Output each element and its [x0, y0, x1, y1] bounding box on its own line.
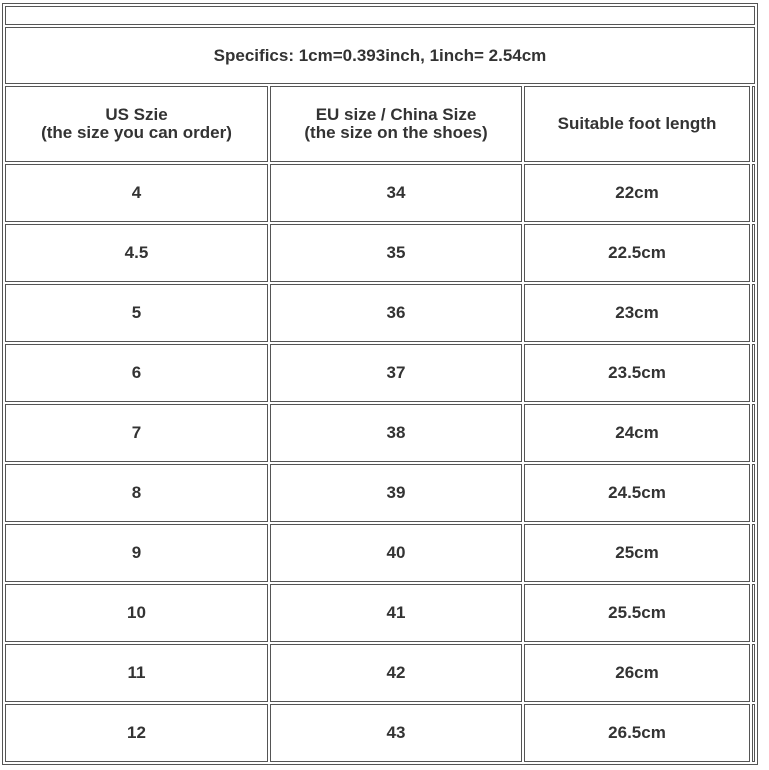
table-row	[5, 164, 755, 222]
eu-size-cell: 35	[270, 224, 522, 282]
us-size-cell: 10	[5, 584, 268, 642]
header-us-size	[5, 86, 268, 162]
us-size-cell: 4.5	[5, 224, 268, 282]
eu-size-cell: 43	[270, 704, 522, 762]
foot-length-cell: 26.5cm	[524, 704, 750, 762]
filler-cell	[752, 704, 755, 762]
table-row	[5, 344, 755, 402]
table-row	[5, 404, 755, 462]
foot-length-cell: 23cm	[524, 284, 750, 342]
specifics-row	[5, 27, 755, 84]
filler-cell	[752, 524, 755, 582]
table-row	[5, 284, 755, 342]
table-row	[5, 644, 755, 702]
foot-length-cell: 25.5cm	[524, 584, 750, 642]
eu-size-cell: 34	[270, 164, 522, 222]
specifics-note: Specifics: 1cm=0.393inch, 1inch= 2.54cm	[5, 27, 755, 84]
filler-cell	[752, 164, 755, 222]
us-size-cell: 6	[5, 344, 268, 402]
header-foot-length	[524, 86, 750, 162]
filler-cell	[752, 344, 755, 402]
foot-length-cell: 24cm	[524, 404, 750, 462]
foot-length-cell: 23.5cm	[524, 344, 750, 402]
us-size-cell: 8	[5, 464, 268, 522]
foot-length-cell: 24.5cm	[524, 464, 750, 522]
header-foot-length-title: Suitable foot length	[557, 114, 717, 133]
eu-size-cell: 42	[270, 644, 522, 702]
us-size-cell: 12	[5, 704, 268, 762]
header-row	[5, 86, 755, 162]
empty-top-row	[5, 6, 755, 25]
size-chart-body	[5, 6, 755, 762]
eu-size-cell: 40	[270, 524, 522, 582]
us-size-cell: 7	[5, 404, 268, 462]
table-row	[5, 464, 755, 522]
filler-cell	[752, 584, 755, 642]
header-eu-size-subtitle: (the size on the shoes)	[304, 123, 488, 142]
eu-size-cell: 36	[270, 284, 522, 342]
foot-length-cell: 25cm	[524, 524, 750, 582]
filler-cell	[752, 464, 755, 522]
eu-size-cell: 37	[270, 344, 522, 402]
us-size-cell: 5	[5, 284, 268, 342]
header-filler-cell	[752, 86, 755, 162]
filler-cell	[752, 224, 755, 282]
empty-top-cell	[5, 6, 755, 25]
table-row	[5, 704, 755, 762]
table-row	[5, 584, 755, 642]
eu-size-cell: 38	[270, 404, 522, 462]
size-chart-table	[2, 3, 758, 765]
filler-cell	[752, 404, 755, 462]
eu-size-cell: 41	[270, 584, 522, 642]
header-eu-size-title: EU size / China Size	[315, 105, 477, 124]
filler-cell	[752, 644, 755, 702]
eu-size-cell: 39	[270, 464, 522, 522]
foot-length-cell: 26cm	[524, 644, 750, 702]
us-size-cell: 9	[5, 524, 268, 582]
us-size-cell: 4	[5, 164, 268, 222]
header-eu-size	[270, 86, 522, 162]
foot-length-cell: 22.5cm	[524, 224, 750, 282]
foot-length-cell: 22cm	[524, 164, 750, 222]
us-size-cell: 11	[5, 644, 268, 702]
filler-cell	[752, 284, 755, 342]
header-us-size-title: US Szie	[105, 105, 168, 124]
header-us-size-subtitle: (the size you can order)	[41, 123, 232, 142]
table-row	[5, 224, 755, 282]
table-row	[5, 524, 755, 582]
